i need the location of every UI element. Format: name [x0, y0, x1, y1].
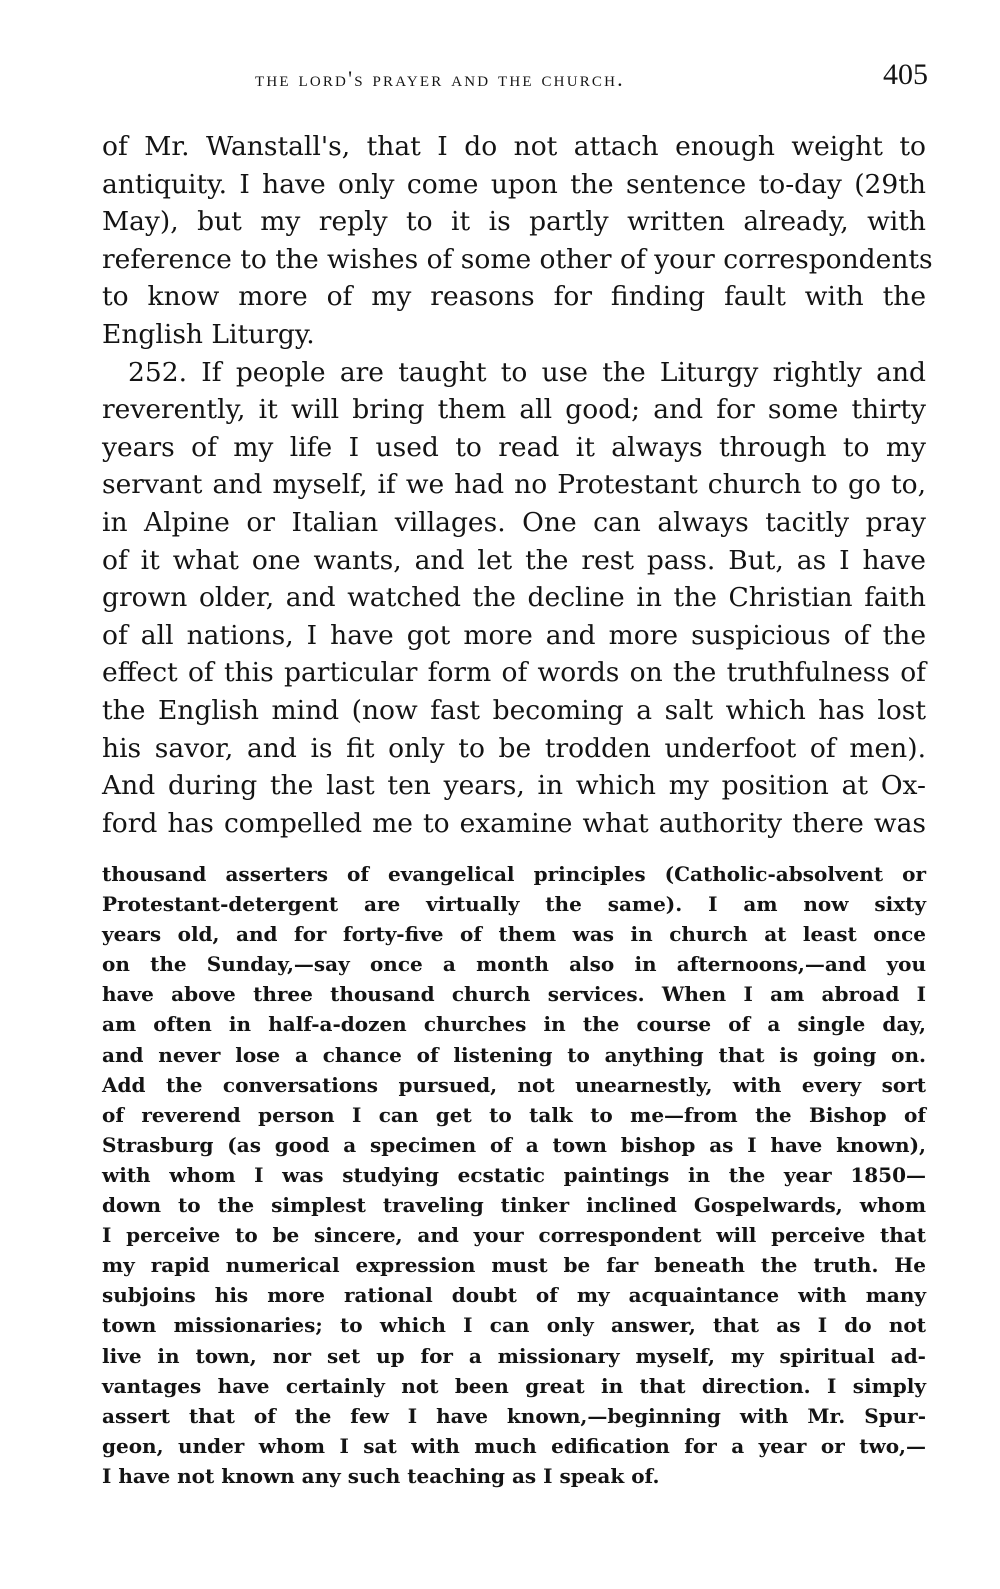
body-line: antiquity. I have only come upon the sentence to-day (29th [102, 168, 926, 200]
footnote-line: down to the simplest traveling tinker inclined Gospelwards, whom [102, 1193, 926, 1218]
footnote-line: on the Sunday,—say once a month also in afternoons,—and you [102, 952, 926, 977]
body-line: to know more of my reasons for finding fault with the [102, 281, 926, 313]
body-line: of it what one wants, and let the rest pass. But, as I have [102, 544, 926, 576]
body-line: English Liturgy. [102, 318, 315, 350]
footnote-line: thousand asserters of evangelical principles (Catholic-absolvent or [102, 862, 926, 886]
body-line: his savor, and is fit only to be trodden underfoot of men). [102, 732, 926, 764]
footnote-line: Add the conversations pursued, not unearnestly, with every sort [102, 1072, 926, 1097]
page-number: 405 [883, 58, 928, 91]
footnote-line: years old, and for forty-five of them was in church at least once [102, 922, 926, 947]
body-line: of all nations, I have got more and more suspicious of the [102, 619, 926, 651]
body-line: 252. If people are taught to use the Liturgy rightly and [128, 356, 926, 388]
footnote-line: of reverend person I can get to talk to me—from the Bishop of [102, 1102, 926, 1127]
body-line: May), but my reply to it is partly written already, with [102, 206, 926, 238]
footnote-line: assert that of the few I have known,—beginning with Mr. Spur- [102, 1403, 926, 1428]
body-line: grown older, and watched the decline in the Christian faith [102, 582, 926, 614]
footnote-line: have above three thousand church services. When I am abroad I [102, 982, 926, 1007]
body-line: of Mr. Wanstall's, that I do not attach enough weight to [102, 131, 926, 162]
main-text [102, 128, 933, 842]
footnote [102, 859, 926, 1491]
footnote-line: I have not known any such teaching as I speak of. [102, 1463, 660, 1488]
footnote-line: and never lose a chance of listening to anything that is going on. [102, 1042, 926, 1067]
footnote-line: I perceive to be sincere, and your correspondent will perceive that [102, 1223, 926, 1248]
body-line: reference to the wishes of some other of your correspondents [102, 243, 933, 275]
footnote-line: am often in half-a-dozen churches in the course of a single day, [102, 1012, 926, 1037]
footnote-line: my rapid numerical expression must be far beneath the truth. He [102, 1253, 926, 1278]
body-line: years of my life I used to read it always through to my [102, 431, 926, 463]
running-head [100, 58, 930, 102]
body-line: ford has compelled me to examine what authority there was [102, 807, 926, 839]
footnote-line: with whom I was studying ecstatic paintings in the year 1850— [102, 1162, 926, 1187]
body-line: the English mind (now fast becoming a salt which has lost [102, 694, 926, 726]
body-line: servant and myself, if we had no Protestant church to go to, [102, 469, 926, 501]
footnote-line: Protestant-detergent are virtually the same). I am now sixty [102, 892, 926, 917]
body-line: in Alpine or Italian villages. One can always tacitly pray [102, 506, 926, 538]
footnote-line: live in town, nor set up for a missionary myself, my spiritual ad- [102, 1343, 926, 1368]
footnote-line: town missionaries; to which I can only answer, that as I do not [102, 1313, 926, 1338]
footnote-line: vantages have certainly not been great in that direction. I simply [102, 1373, 926, 1398]
footnote-line: subjoins his more rational doubt of my acquaintance with many [102, 1283, 926, 1308]
body-line: reverently, it will bring them all good; and for some thirty [102, 394, 926, 426]
body-line: And during the last ten years, in which my position at Ox- [102, 770, 926, 802]
body-line: effect of this particular form of words on the truthfulness of [102, 657, 926, 689]
running-title: the lord's prayer and the church. [255, 66, 625, 91]
footnote-line: Strasburg (as good a specimen of a town bishop as I have known), [102, 1132, 926, 1157]
footnote-line: geon, under whom I sat with much edification for a year or two,— [102, 1433, 926, 1458]
